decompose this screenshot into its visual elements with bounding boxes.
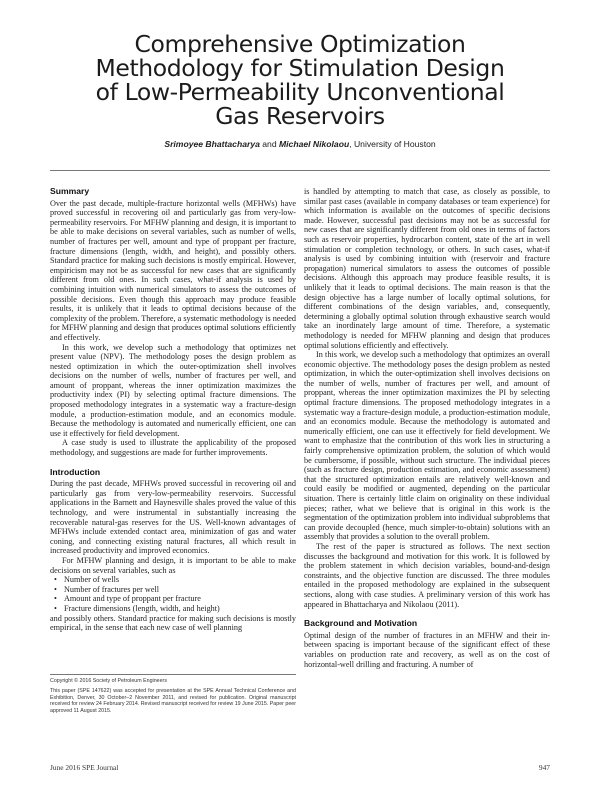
decision-variable-list — [50, 575, 296, 613]
affiliation: , University of Houston — [349, 139, 436, 149]
introduction-paragraph-1: During the past decade, MFHWs proved successful in recovering oil and particularly gas from very-low-permeability reservoirs. Successful applications in the Barnett and Haynesville shales proved the value of this technology, and were instrumental in substantially increasing the recoverable natural-gas reserves for the US. Well-known advantages of MFHWs include extended contact area, minimization of gas and water coning, and connecting existing natural fractures, all which result in increased productivity and improved economics. — [50, 479, 296, 556]
right-column — [304, 187, 550, 669]
summary-paragraph-2: In this work, we develop such a methodology that optimizes net present value (NPV). The methodology poses the design problem as nested optimization in which the outer-optimization shell involves decisions on the number of wells, number of fractures per well, and amount of proppant, whereas the inner optimization maximizes the productivity index (PI) by selecting optimal fracture dimensions. The proposed methodology integrates in a systematic way a fracture-design module, a production-estimation module, and an economics module. Because the methodology is automated and numerically efficient, one can use it effectively for field development. — [50, 342, 296, 438]
left-column — [50, 187, 296, 633]
paper-title — [60, 32, 540, 128]
author-conjunction: and — [262, 139, 277, 149]
list-item: • Amount and type of proppant per fracture — [64, 594, 296, 604]
author-2: Michael Nikolaou — [279, 139, 350, 149]
introduction-paragraph-3: and possibly others. Standard practice for making such decisions is mostly empirical, in the sense that each new case of well planning — [50, 613, 296, 633]
right-paragraph-1: is handled by attempting to match that case, as closely as possible, to similar past cases (available in company databases or team experience) for which information is available on the outcomes of specific decisions made. However, successful past decisions may not be as successful for new cases that are significantly different from old ones in terms of factors such as reservoir properties, hydrocarbon content, state of the art in well stimulation or completion technology, or others. In such cases, what-if analysis is used by combining intuition with (reservoir and fracture propagation) numerical simulators to assess the outcomes of possible decisions. Although this approach may produce feasible results, it is unlikely that it leads to optimal decisions. The main reason is that the design objective has a large number of locally optimal solutions, for different combinations of the design variables, and, consequently, determining a globally optimal solution through exhaustive search would take an inordinately large amount of time. Therefore, a systematic methodology is needed for MFHW planning and design that produces optimal solutions efficiently and effectively. — [304, 187, 550, 350]
title-line-4: Gas Reservoirs — [215, 102, 385, 130]
list-item: • Number of wells — [64, 575, 296, 585]
summary-paragraph-1: Over the past decade, multiple-fracture horizontal wells (MFHWs) have proved successful in recovering oil and particularly gas from very-low-permeability reservoirs. For MFHW planning and design, it is important to be able to make decisions on several variables, such as number of wells, number of fractures per well, amount and type of proppant per fracture, fracture dimensions (length, width, and height), and possibly others. Standard practice for making such decisions is mostly empirical. However, empiricism may not be as successful for new cases that are significantly different from old ones. In such cases, what-if analysis is used by combining intuition with numerical simulators to assess the outcomes of possible decisions. Even though this approach may produce feasible results, it is unlikely that it leads to optimal decisions because of the complexity of the problem. Therefore, a systematic methodology is needed for MFHW planning and design that produces optimal solutions efficiently and effectively. — [50, 198, 296, 342]
author-line — [60, 139, 540, 149]
summary-paragraph-3: A case study is used to illustrate the applicability of the proposed methodology, and suggestions are made for further improvements. — [50, 438, 296, 458]
background-heading: Background and Motivation — [304, 618, 418, 629]
introduction-heading: Introduction — [50, 466, 101, 477]
title-line-2: Methodology for Stimulation Design — [95, 54, 505, 82]
list-item: • Number of fractures per well — [64, 585, 296, 595]
introduction-paragraph-2: For MFHW planning and design, it is important to be able to make decisions on several variables, such as — [50, 555, 296, 575]
publication-note: This paper (SPE 147622) was accepted for presentation at the SPE Annual Technical Conference and Exhibition, Denver, 30 October–2 November 2011, and revised for publication. Original manuscript received for review 24 February 2014. Revised manuscript received for review 19 June 2015. Paper peer approved 11 August 2015. — [50, 688, 296, 714]
journal-footer: June 2016 SPE Journal — [50, 763, 119, 772]
author-1: Srimoyee Bhattacharya — [164, 139, 260, 149]
right-paragraph-3: The rest of the paper is structured as follows. The next section discusses the background and motivation for this work. It is followed by the problem statement in which decision variables, bound-and-design constraints, and the objective function are discussed. The three modules entailed in the proposed methodology are explained in the subsequent sections, along with case studies. A preliminary version of this work has appeared in Bhattacharya and Nikolaou (2011). — [304, 541, 550, 609]
header-rule — [50, 170, 550, 171]
copyright-notice: Copyright © 2016 Society of Petroleum Engineers — [50, 678, 167, 684]
title-line-1: Comprehensive Optimization — [134, 30, 466, 58]
footnote — [50, 678, 296, 714]
page-number: 947 — [538, 763, 550, 772]
list-item: • Fracture dimensions (length, width, and height) — [64, 604, 296, 614]
footnote-rule — [50, 674, 296, 675]
summary-heading: Summary — [50, 186, 90, 196]
title-line-3: of Low-Permeability Unconventional — [95, 78, 505, 106]
right-paragraph-2: In this work, we develop such a methodology that optimizes an overall economic objective. The methodology poses the design problem as nested optimization, in which the outer-optimization shell involves decisions on the number of wells, number of fractures per well, and amount of proppant, whereas the inner optimization maximizes the PI by selecting optimal fracture dimensions. The proposed methodology integrates in a systematic way a fracture-design module, a production-estimation module, and an economics module. Because the methodology is automated and numerically efficient, one can use it effectively for field development. We want to emphasize that the contribution of this work lies in structuring a fairly comprehensive optimization problem, the solution of which would be cumbersome, if possible, without such structure. The individual pieces (such as fracture design, production estimation, and economic assessment) that the structured optimization entails are relatively well-known and could easily be modified or augmented, depending on the particular situation. There is certainly little claim on originality on these individual pieces; rather, what we believe that is original in this work is the segmentation of the optimization problem into individual subproblems that can provide decoupled (hence, much simpler-to-obtain) solutions with an assembly that provides a solution to the overall problem. — [304, 350, 550, 542]
background-paragraph-1: Optimal design of the number of fractures in an MFHW and their in-between spacing is important because of the significant effect of these variables on production rate and recovery, as well as on the cost of horizontal-well drilling and fracturing. A number of — [304, 630, 550, 669]
